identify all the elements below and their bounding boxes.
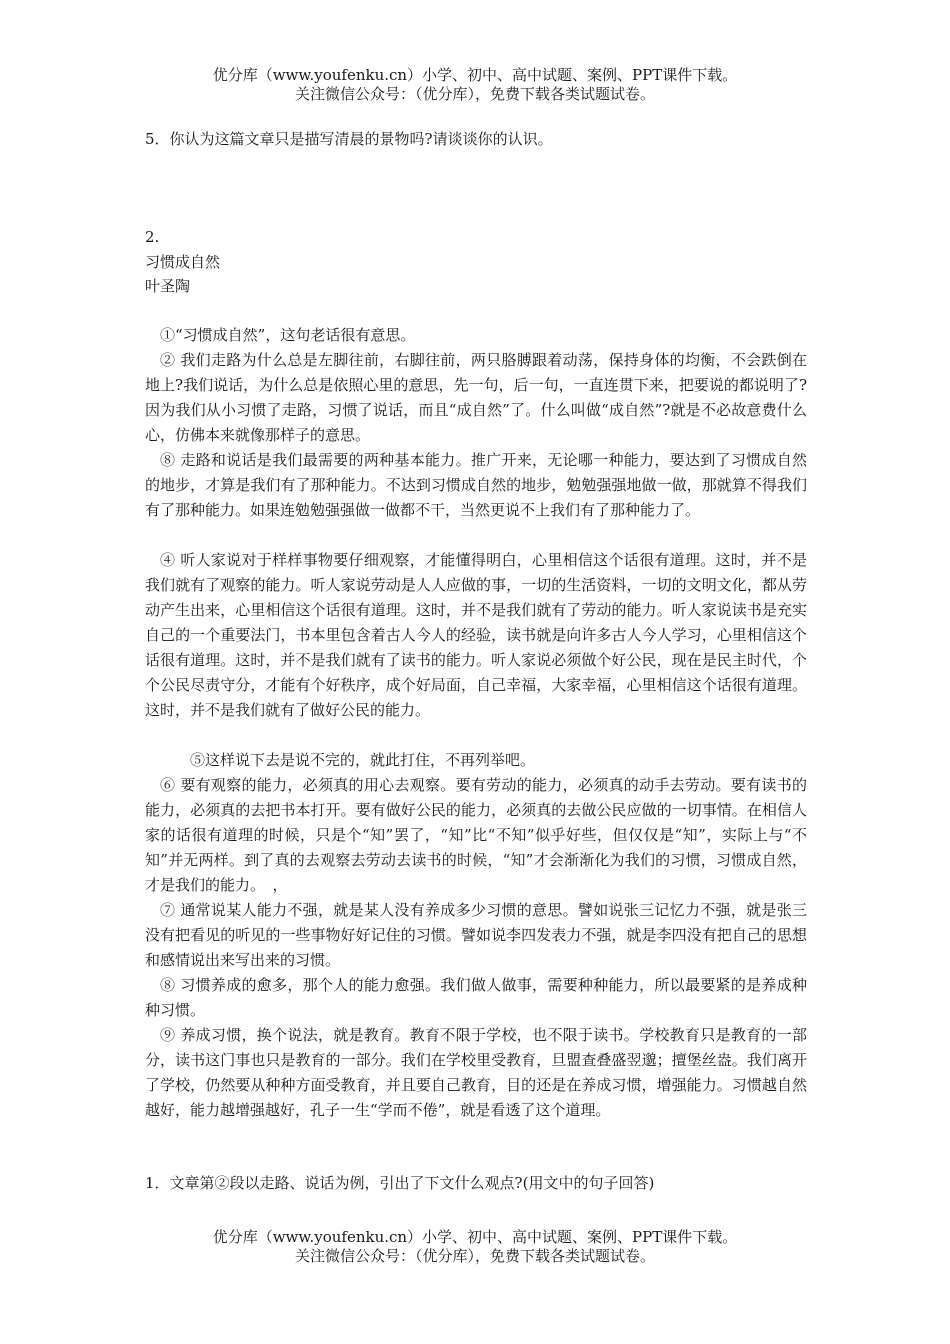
header-line-2: 关注微信公众号：（优分库），免费下载各类试题试卷。 <box>294 85 655 103</box>
paragraph-5: ⑤这样说下去是说不完的，就此打住，不再列举吧。 <box>190 751 536 769</box>
paragraph-7: ⑦ 通常说某人能力不强，就是某人没有养成多少习惯的意思。譬如说张三记忆力不强，就是张三没有把看见的听见的一些事物好好记住的习惯。譬如说李四发表力不强，就是李四没有把自己的思想和感情说出来写出来的习惯。 <box>145 901 807 969</box>
paragraph-8: ⑧ 习惯养成的愈多，那个人的能力愈强。我们做人做事，需要种种能力，所以最要紧的是养成种种习惯。 <box>145 976 807 1019</box>
paragraph-2: ② 我们走路为什么总是左脚往前，右脚往前，两只胳膊跟着动荡，保持身体的均衡，不会跌倒在地上?我们说话，为什么总是依照心里的意思，先一句，后一句，一直连贯下来，把要说的都说明了?因为我们从小习惯了走路，习惯了说话，而且“成自然”了。什么叫做“成自然”?就是不必故意费什么心，仿佛本来就像那样子的意思。 <box>145 351 807 444</box>
section-number: 2. <box>145 228 160 246</box>
question-1: 1．文章第②段以走路、说话为例，引出了下文什么观点?(用文中的句子回答) <box>145 1174 655 1192</box>
paragraph-6: ⑥ 要有观察的能力，必须真的用心去观察。要有劳动的能力，必须真的动手去劳动。要有读书的能力，必须真的去把书本打开。要有做好公民的能力，必须真的去做公民应做的一切事情。在相信人家的话很有道理的时候，只是个“知”罢了，“知”比“不知”似乎好些，但仅仅是“知”，实际上与“不知”并无两样。到了真的去观察去劳动去读书的时候，“知”才会渐渐化为我们的习惯，习惯成自然，才是我们的能力。 ， <box>145 776 807 894</box>
paragraph-4: ④ 听人家说对于样样事物要仔细观察，才能懂得明白，心里相信这个话很有道理。这时，并不是我们就有了观察的能力。听人家说劳动是人人应做的事，一切的生活资料，一切的文明文化，都从劳动产生出来，心里相信这个话很有道理。这时，并不是我们就有了劳动的能力。听人家说读书是充实自己的一个重要法门，书本里包含着古人今人的经验，读书就是向许多古人今人学习，心里相信这个话很有道理。这时，并不是我们就有了读书的能力。听人家说必须做个好公民，现在是民主时代，个个公民尽责守分，才能有个好秩序，成个好局面，自己幸福，大家幸福，心里相信这个话很有道理。这时，并不是我们就有了做好公民的能力。 <box>145 551 807 719</box>
paragraph-1: ①“习惯成自然”，这句老话很有意思。 <box>160 326 416 344</box>
paragraph-9: ⑨ 养成习惯，换个说法，就是教育。教育不限于学校，也不限于读书。学校教育只是教育的一部分，读书这门事也只是教育的一部分。我们在学校里受教育，旦盟查叠盛翌邈；擅堡丝盎。我们离开了学校，仍然要从种种方面受教育，并且要自己教育，目的还是在养成习惯，增强能力。习惯越自然越好，能力越增强越好，孔子一生“学而不倦”，就是看透了这个道理。 <box>145 1026 807 1119</box>
footer-line-2: 关注微信公众号：（优分库），免费下载各类试题试卷。 <box>294 1247 655 1265</box>
article-author: 叶圣陶 <box>145 277 191 295</box>
article-title: 习惯成自然 <box>145 253 221 271</box>
header-line-1: 优分库（www.youfenku.cn）小学、初中、高中试题、案例、PPT课件下载。 <box>212 66 738 84</box>
paragraph-3: ⑧ 走路和说话是我们最需要的两种基本能力。推广开来，无论哪一种能力，要达到了习惯成自然的地步，才算是我们有了那种能力。不达到习惯成自然的地步，勉勉强强地做一做，那就算不得我们有了那种能力。如果连勉勉强强做一做都不干，当然更说不上我们有了那种能力了。 <box>145 451 807 519</box>
page-footer <box>0 1228 950 1266</box>
footer-line-1: 优分库（www.youfenku.cn）小学、初中、高中试题、案例、PPT课件下载。 <box>212 1228 738 1246</box>
page-header <box>0 66 950 104</box>
question-5: 5．你认为这篇文章只是描写清晨的景物吗?请谈谈你的认识。 <box>145 130 553 148</box>
